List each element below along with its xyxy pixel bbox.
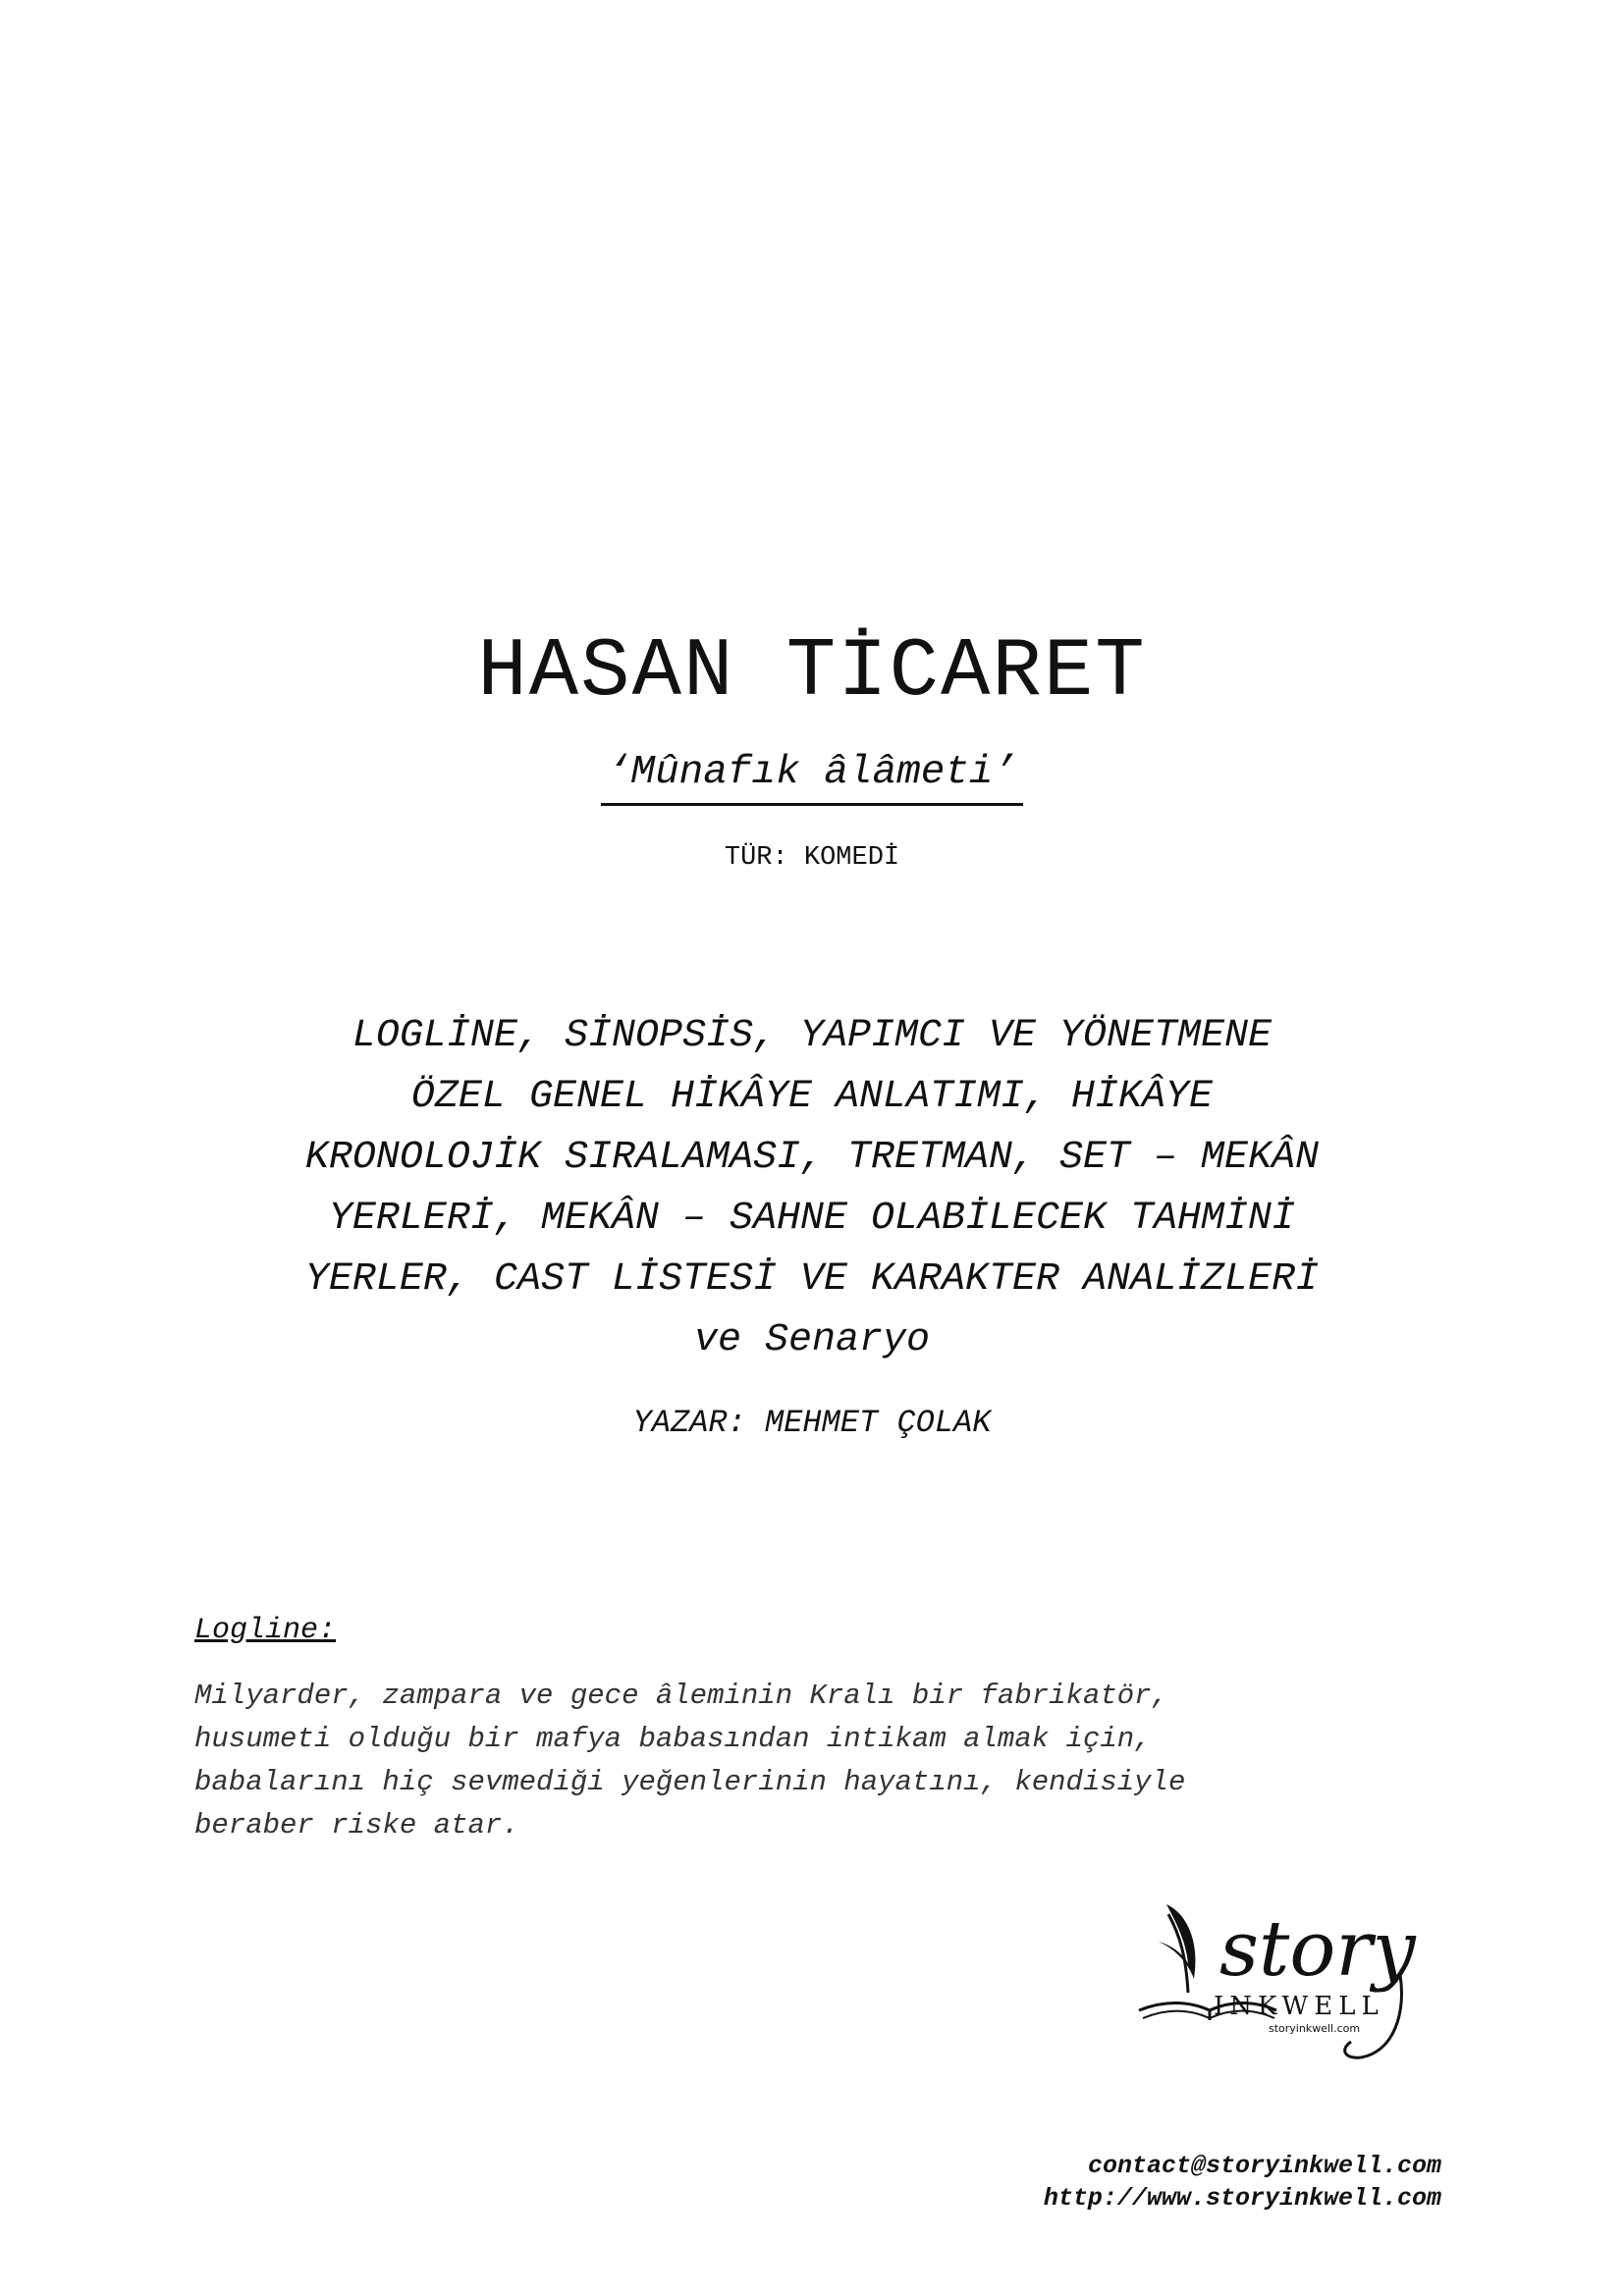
- logo-word-story: story: [1219, 1905, 1416, 1994]
- document-description: [196, 1006, 1428, 1371]
- description-line: LOGLİNE, SİNOPSİS, YAPIMCI VE YÖNETMENE: [352, 1014, 1272, 1058]
- author-line: YAZAR: MEHMET ÇOLAK: [632, 1405, 992, 1441]
- document-subtitle: ‘Mûnafık âlâmeti’: [601, 748, 1023, 806]
- subtitle-container: [0, 748, 1624, 806]
- logline-line: husumeti olduğu bir mafya babasından intikam almak için,: [194, 1723, 1152, 1755]
- logline-line: Milyarder, zampara ve gece âleminin Kralı bir fabrikatör,: [194, 1680, 1168, 1712]
- contact-website-link[interactable]: http://www.storyinkwell.com: [1043, 2184, 1441, 2213]
- story-inkwell-logo: [1129, 1885, 1443, 2071]
- contact-block: [1044, 2150, 1441, 2215]
- description-line: ve Senaryo: [693, 1318, 931, 1362]
- logline-line: babalarını hiç sevmediği yeğenlerinin hayatını, kendisiyle: [194, 1766, 1186, 1798]
- description-line: ÖZEL GENEL HİKÂYE ANLATIMI, HİKÂYE: [410, 1075, 1214, 1119]
- genre-label: TÜR: KOMEDİ: [724, 843, 900, 873]
- description-line: KRONOLOJİK SIRALAMASI, TRETMAN, SET – MEKÂN: [304, 1136, 1320, 1180]
- logline-heading: Logline:: [194, 1614, 337, 1647]
- contact-email-link[interactable]: contact@storyinkwell.com: [1087, 2152, 1441, 2180]
- quill-book-icon: [1129, 1885, 1443, 2071]
- document-title: HASAN TİCARET: [477, 626, 1147, 720]
- logo-word-inkwell: INKWELL: [1214, 1992, 1384, 2021]
- logline-line: beraber riske atar.: [194, 1809, 519, 1842]
- logo-site: storyinkwell.com: [1269, 2022, 1361, 2035]
- description-line: YERLERİ, MEKÂN – SAHNE OLABİLECEK TAHMİNİ: [328, 1197, 1296, 1241]
- description-line: YERLER, CAST LİSTESİ VE KARAKTER ANALİZLERİ: [304, 1257, 1320, 1302]
- logline-paragraph: [194, 1675, 1422, 1847]
